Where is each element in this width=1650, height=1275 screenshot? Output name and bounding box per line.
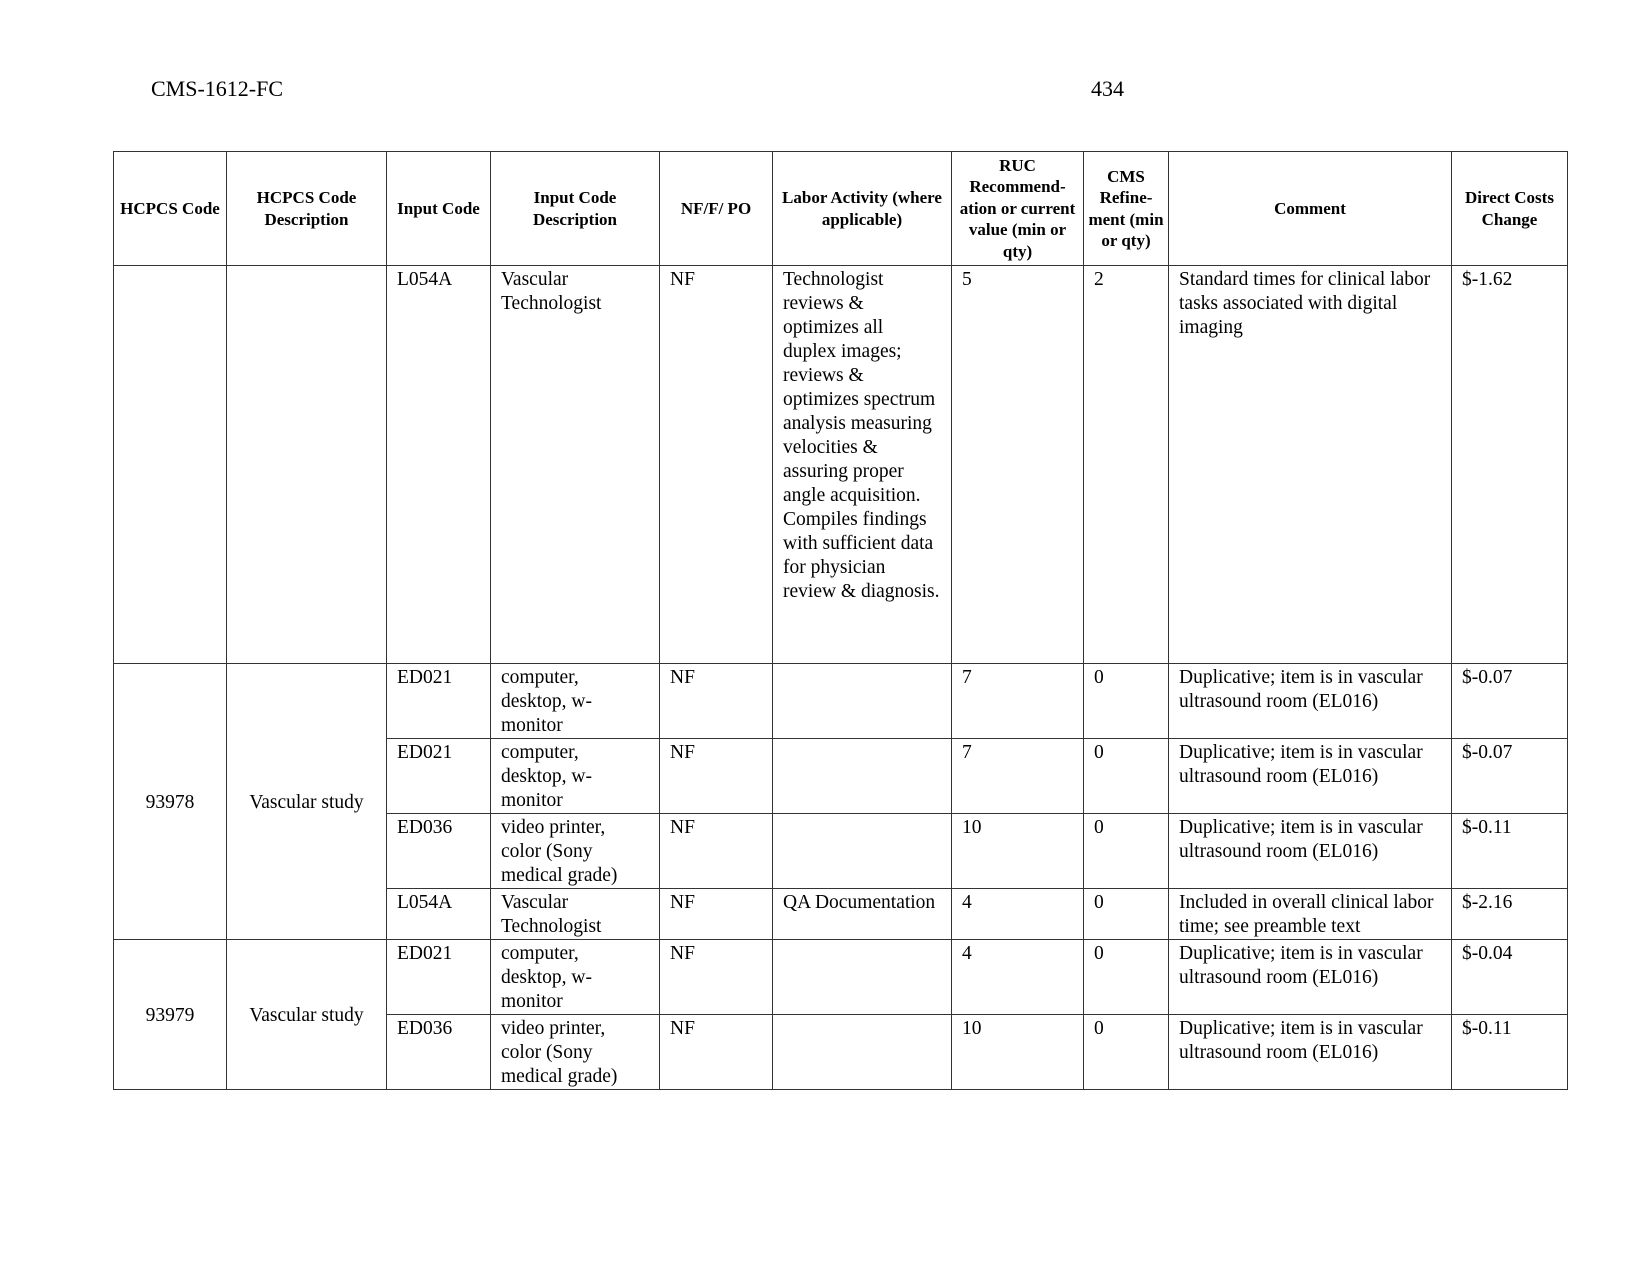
input-code-cell: ED021 <box>387 940 491 1015</box>
comment-cell: Included in overall clinical labor time; see preamble text <box>1169 889 1452 940</box>
comment-cell: Duplicative; item is in vascular ultrasound room (EL016) <box>1169 814 1452 889</box>
ruc-value-cell: 4 <box>952 940 1084 1015</box>
cms-refinement-cell: 0 <box>1084 889 1169 940</box>
ruc-value-cell: 5 <box>952 266 1084 664</box>
comment-cell: Duplicative; item is in vascular ultrasound room (EL016) <box>1169 1015 1452 1090</box>
direct-costs-change-cell: $-0.04 <box>1452 940 1568 1015</box>
hcpcs-description-cell <box>227 266 387 664</box>
hcpcs-description-cell: Vascular study <box>227 940 387 1090</box>
labor-activity-cell <box>773 814 952 889</box>
direct-costs-change-cell: $-0.07 <box>1452 739 1568 814</box>
column-header: NF/F/ PO <box>660 152 773 266</box>
nf-f-po-cell: NF <box>660 739 773 814</box>
cms-refinement-cell: 0 <box>1084 940 1169 1015</box>
labor-activity-cell: Technologist reviews & optimizes all duplex images; reviews & optimizes spectrum analysis measuring velocities & assuring proper angle acquisition. Compiles findings with sufficient data for physician review & diagnosis. <box>773 266 952 664</box>
cms-refinement-cell: 0 <box>1084 664 1169 739</box>
ruc-value-cell: 10 <box>952 1015 1084 1090</box>
input-description-cell: video printer, color (Sony medical grade) <box>491 814 660 889</box>
column-header: Labor Activity (where applicable) <box>773 152 952 266</box>
hcpcs-code-cell <box>114 266 227 664</box>
cms-refinement-cell: 0 <box>1084 1015 1169 1090</box>
input-code-cell: L054A <box>387 889 491 940</box>
column-header: Input Code <box>387 152 491 266</box>
direct-costs-change-cell: $-0.07 <box>1452 664 1568 739</box>
comment-cell: Standard times for clinical labor tasks associated with digital imaging <box>1169 266 1452 664</box>
table-row <box>114 940 1568 1015</box>
table-header-row <box>114 152 1568 266</box>
hcpcs-description-cell: Vascular study <box>227 664 387 940</box>
page-number: 434 <box>1091 76 1124 101</box>
labor-activity-cell <box>773 940 952 1015</box>
table-row <box>114 664 1568 739</box>
ruc-value-cell: 7 <box>952 739 1084 814</box>
ruc-value-cell: 10 <box>952 814 1084 889</box>
cms-refinement-cell: 0 <box>1084 739 1169 814</box>
labor-activity-cell: QA Documentation <box>773 889 952 940</box>
nf-f-po-cell: NF <box>660 889 773 940</box>
nf-f-po-cell: NF <box>660 266 773 664</box>
direct-costs-change-cell: $-0.11 <box>1452 1015 1568 1090</box>
input-code-cell: ED036 <box>387 1015 491 1090</box>
column-header: HCPCS Code Description <box>227 152 387 266</box>
input-description-cell: computer, desktop, w-monitor <box>491 940 660 1015</box>
comment-cell: Duplicative; item is in vascular ultrasound room (EL016) <box>1169 664 1452 739</box>
table-row <box>114 266 1568 664</box>
input-description-cell: computer, desktop, w-monitor <box>491 739 660 814</box>
document-id: CMS-1612-FC <box>151 76 284 101</box>
column-header: CMS Refine-ment (min or qty) <box>1084 152 1169 266</box>
nf-f-po-cell: NF <box>660 1015 773 1090</box>
column-header: Input Code Description <box>491 152 660 266</box>
hcpcs-code-cell: 93978 <box>114 664 227 940</box>
column-header: Comment <box>1169 152 1452 266</box>
input-description-cell: computer, desktop, w-monitor <box>491 664 660 739</box>
direct-costs-table <box>113 151 1568 1090</box>
direct-costs-change-cell: $-1.62 <box>1452 266 1568 664</box>
nf-f-po-cell: NF <box>660 814 773 889</box>
comment-cell: Duplicative; item is in vascular ultrasound room (EL016) <box>1169 739 1452 814</box>
ruc-value-cell: 7 <box>952 664 1084 739</box>
labor-activity-cell <box>773 664 952 739</box>
input-code-cell: ED036 <box>387 814 491 889</box>
cms-refinement-cell: 0 <box>1084 814 1169 889</box>
cms-refinement-cell: 2 <box>1084 266 1169 664</box>
input-code-cell: ED021 <box>387 664 491 739</box>
column-header: Direct Costs Change <box>1452 152 1568 266</box>
hcpcs-code-cell: 93979 <box>114 940 227 1090</box>
page-header <box>151 76 1131 106</box>
input-description-cell: video printer, color (Sony medical grade) <box>491 1015 660 1090</box>
labor-activity-cell <box>773 739 952 814</box>
direct-costs-change-cell: $-0.11 <box>1452 814 1568 889</box>
ruc-value-cell: 4 <box>952 889 1084 940</box>
input-code-cell: L054A <box>387 266 491 664</box>
input-description-cell: Vascular Technologist <box>491 266 660 664</box>
column-header: RUC Recommend-ation or current value (min or qty) <box>952 152 1084 266</box>
nf-f-po-cell: NF <box>660 664 773 739</box>
input-code-cell: ED021 <box>387 739 491 814</box>
column-header: HCPCS Code <box>114 152 227 266</box>
nf-f-po-cell: NF <box>660 940 773 1015</box>
labor-activity-cell <box>773 1015 952 1090</box>
input-description-cell: Vascular Technologist <box>491 889 660 940</box>
comment-cell: Duplicative; item is in vascular ultrasound room (EL016) <box>1169 940 1452 1015</box>
direct-costs-change-cell: $-2.16 <box>1452 889 1568 940</box>
